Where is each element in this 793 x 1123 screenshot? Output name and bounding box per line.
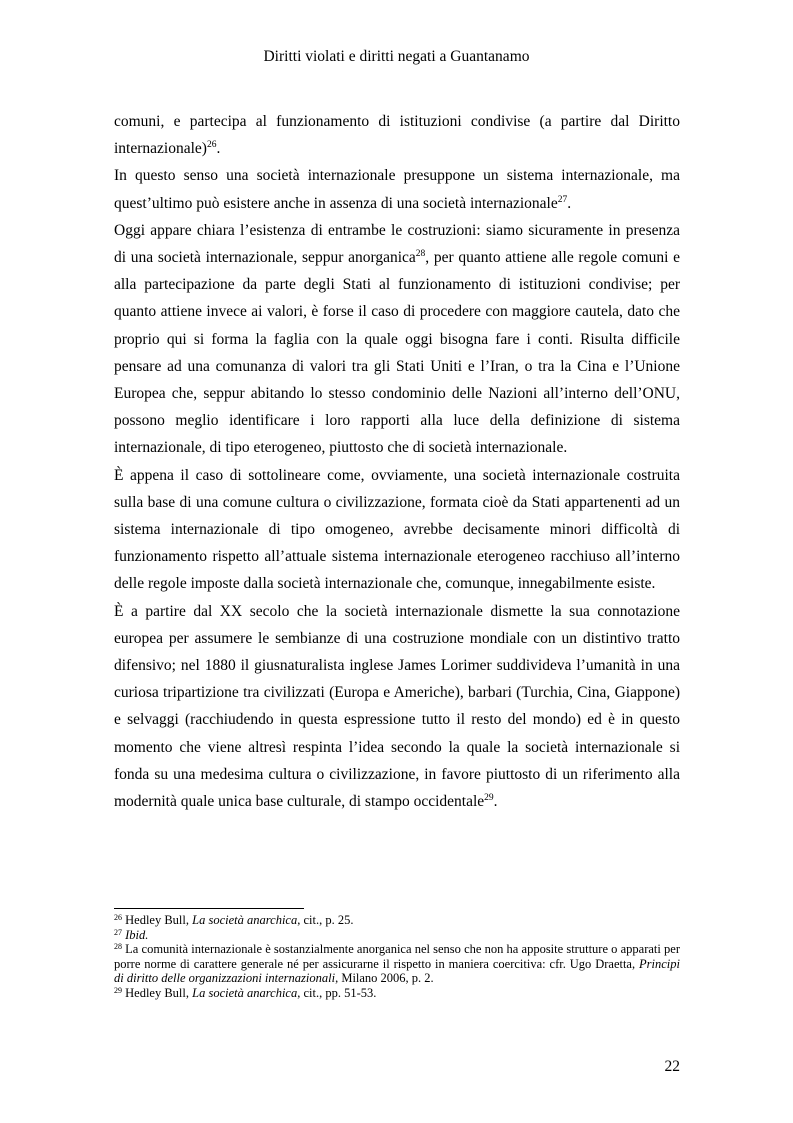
paragraph-tail: . — [567, 194, 572, 212]
footnote-text: , Milano 2006, p. 2. — [335, 971, 434, 986]
footnote-text: , cit., pp. 51-53. — [297, 985, 377, 1000]
footnote-number: 26 — [114, 913, 122, 922]
paragraph-tail: . — [493, 793, 498, 811]
footnote-text: La comunità internazionale è sostanzialmente anorganica nel senso che non ha apposite strutture o apparati per porre norme di carattere generale né per assicurarne il rispetto in maniera coercitiva: cfr. Ugo Draetta, — [114, 942, 680, 971]
footnote — [114, 928, 680, 943]
footnote-ref[interactable]: 26 — [206, 140, 217, 151]
footnote-number: 27 — [114, 927, 122, 937]
footnotes — [114, 913, 680, 1001]
page-number: 22 — [664, 1058, 680, 1075]
paragraph-text: comuni, e partecipa al funzionamento di istituzioni condivise (a partire dal Diritto internazionale) — [114, 113, 680, 158]
footnote-number: 29 — [114, 985, 122, 995]
footnote-title: Principi di diritto delle organizzazioni internazionali — [114, 956, 680, 986]
paragraph-tail: . — [216, 140, 221, 158]
footnote-number: 28 — [114, 942, 122, 952]
footnote-text: , cit., p. 25. — [297, 913, 354, 927]
paragraph-text: , per quanto attiene alle regole comuni e alla partecipazione da parte degli Stati al funzionamento di istituzioni condivise; per quanto attiene invece ai valori, è forse il caso di procedere con maggiore cautela, dato che proprio qui si forma la faglia con la quale oggi bisogna fare i conti. Risulta difficile pensare ad una comunanza di valori tra gli Stati Uniti e l’Iran, o tra la Cina e l’Unione Europea che, seppur abitando lo stesso condominio delle Nazioni all’interno dell’ONU, possono meglio identificare i loro rapporti alla luce della definizione di sistema internazionale, di tipo eterogeneo, piuttosto che di società internazionale. — [114, 249, 680, 457]
paragraph-text: In questo senso una società internazionale presuppone un sistema internazionale, ma quest’ultimo può esistere anche in assenza di una società internazionale — [114, 167, 680, 212]
running-header: Diritti violati e diritti negati a Guantanamo — [263, 48, 530, 65]
footnote-ref[interactable]: 27 — [557, 194, 568, 205]
paragraph — [114, 598, 680, 816]
footnote-title: Ibid. — [125, 927, 149, 942]
paragraph-text: Oggi appare chiara l’esistenza di entrambe le costruzioni: siamo sicuramente in presenza di una società internazionale, seppur anorganica — [114, 221, 680, 267]
footnote — [114, 913, 680, 928]
footnote-text: Hedley Bull, — [122, 985, 193, 1000]
paragraph — [114, 462, 680, 598]
footnote — [114, 986, 680, 1001]
paragraph — [114, 217, 680, 462]
paragraph-text: È appena il caso di sottolineare come, ovviamente, una società internazionale costruita sulla base di una comune cultura o civilizzazione, formata cioè da Stati appartenenti ad un sistema internazionale di tipo omogeneo, avrebbe decisamente minori difficoltà di funzionamento rispetto all’attuale sistema internazionale eterogeneo racchiuso all’interno delle regole imposte dalla società internazionale che, comunque, innegabilmente esiste. — [114, 466, 680, 593]
footnote-title: La società anarchica — [192, 913, 298, 927]
footnote-ref[interactable]: 28 — [415, 249, 426, 260]
footnote — [114, 942, 680, 986]
paragraph-text: È a partire dal XX secolo che la società internazionale dismette la sua connotazione europea per assumere le sembianze di una costruzione mondiale con un distintivo tratto difensivo; nel 1880 il giusnaturalista inglese James Lorimer suddivideva l’umanità in una curiosa tripartizione tra civilizzati (Europa e Americhe), barbari (Turchia, Cina, Giappone) e selvaggi (racchiudendo in questa espressione tutto il resto del mondo) ed è in questo momento che viene altresì respinta l’idea secondo la quale la società internazionale si fonda su una medesima cultura o civilizzazione, in favore piuttosto di un riferimento alla modernità quale unica base culturale, di stampo occidentale — [114, 602, 680, 811]
paragraph — [114, 108, 680, 162]
body-text — [114, 108, 680, 815]
footnote-ref[interactable]: 29 — [484, 793, 494, 804]
footnote-separator — [114, 908, 304, 909]
footnote-text: Hedley Bull, — [122, 913, 193, 927]
paragraph — [114, 162, 680, 216]
footnote-title: La società anarchica — [192, 985, 298, 1000]
